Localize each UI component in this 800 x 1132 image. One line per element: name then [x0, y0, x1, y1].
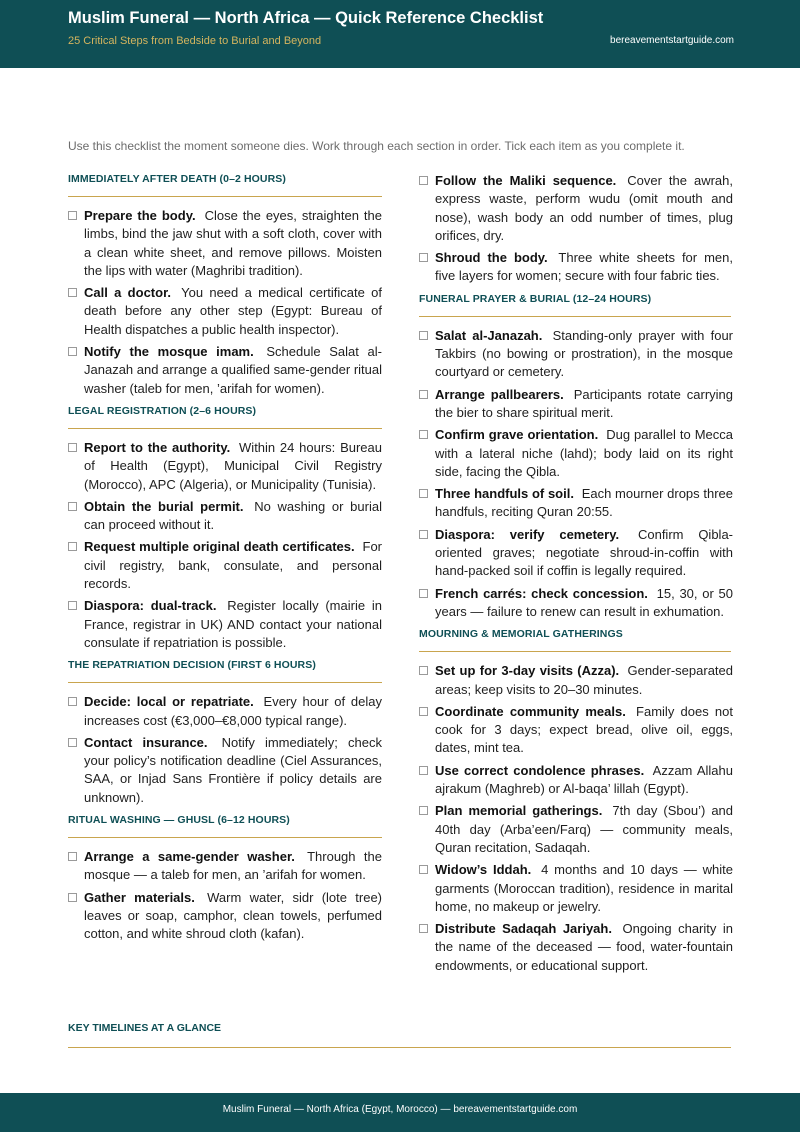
item-label: Diaspora: verify cemetery.	[435, 526, 620, 542]
item-label: Confirm grave orientation.	[435, 427, 599, 443]
checkbox[interactable]	[68, 893, 77, 902]
checkbox[interactable]	[419, 176, 428, 185]
item-text: Dug parallel to Mecca with a lateral niche (lahd); body laid on its right side, facing the Qibla.	[435, 427, 733, 479]
item-label: Decide: local or repatriate.	[84, 694, 254, 710]
section-title: IMMEDIATELY AFTER DEATH (0–2 HOURS)	[68, 173, 286, 185]
item-text: Notify immediately; check your policy’s notification deadline (Ciel Assurances, SAA, or Injad Sans Frontière if policy details are unknown).	[84, 734, 382, 805]
checklist-item	[419, 386, 733, 423]
page-header	[0, 0, 800, 68]
item-label: Report to the authority.	[84, 439, 231, 455]
checklist-item	[419, 327, 733, 382]
item-label: Arrange a same-gender washer.	[84, 849, 295, 865]
item-label: Arrange pallbearers.	[435, 386, 564, 402]
checklist-item	[419, 172, 733, 245]
checkbox[interactable]	[419, 806, 428, 815]
section-immediately-after-death	[68, 172, 382, 398]
left-column	[68, 172, 382, 950]
checklist-item	[419, 249, 733, 286]
checklist-item	[68, 889, 382, 944]
item-text: Each mourner drops three handfuls, reciting Quran 20:55.	[435, 486, 733, 520]
item-text: You need a medical certificate of death before any other step (Egypt: Bureau of Health dispatches a public health inspector).	[84, 285, 382, 337]
checkbox[interactable]	[419, 666, 428, 675]
item-text: 4 months and 10 days — white garments (Moroccan tradition), residence in marital home, no makeup or jewelry.	[435, 862, 733, 914]
checklist-item	[419, 861, 733, 916]
item-text: Standing-only prayer with four Takbirs (no bowing or prostration), in the mosque courtyard or cemetery.	[435, 327, 733, 380]
checklist-item	[68, 538, 382, 593]
right-column	[419, 172, 733, 981]
checklist-item	[419, 485, 733, 522]
checklist-item	[419, 762, 733, 799]
checkbox[interactable]	[419, 253, 428, 262]
section-title: FUNERAL PRAYER & BURIAL (12–24 HOURS)	[419, 292, 652, 305]
section-title: MOURNING & MEMORIAL GATHERINGS	[419, 628, 623, 641]
item-label: Diaspora: dual-track.	[84, 598, 217, 614]
checklist-item	[68, 498, 382, 535]
section-divider	[68, 682, 382, 683]
checklist-item	[419, 703, 733, 758]
checklist-item	[68, 284, 382, 339]
checkbox[interactable]	[68, 347, 77, 356]
timelines-heading: KEY TIMELINES AT A GLANCE	[68, 1022, 222, 1034]
item-text: Participants rotate carrying the bier to share spiritual merit.	[435, 386, 733, 420]
checkbox[interactable]	[68, 443, 77, 452]
item-text: Gender-separated areas; keep visits to 20–30 minutes.	[435, 663, 733, 697]
checklist-item	[419, 585, 733, 622]
checkbox[interactable]	[68, 288, 77, 297]
checkbox[interactable]	[419, 865, 428, 874]
item-text: Cover the awrah, express waste, perform wudu (omit mouth and nose), wash body an odd number of times, plug orifices, dry.	[435, 173, 733, 243]
page-title: Muslim Funeral — North Africa — Quick Reference Checklist	[68, 9, 544, 27]
section-divider	[68, 428, 382, 429]
checklist-item	[419, 802, 733, 857]
item-label: Obtain the burial permit.	[84, 498, 244, 514]
checklist-item	[419, 920, 733, 975]
section-divider	[419, 651, 731, 652]
item-text: Register locally (mairie in France, registrar in UK) AND contact your national consulate if repatriation is possible.	[84, 598, 382, 650]
checklist-item	[419, 426, 733, 481]
item-label: Prepare the body.	[84, 208, 196, 223]
item-text: Every hour of delay increases cost (€3,000–€8,000 typical range).	[84, 694, 382, 728]
checklist-item	[68, 343, 382, 398]
item-label: Three handfuls of soil.	[435, 486, 574, 502]
section-ritual-washing	[68, 813, 382, 943]
checklist-item	[68, 207, 382, 280]
item-label: Salat al-Janazah.	[435, 327, 543, 343]
item-label: Plan memorial gatherings.	[435, 803, 603, 819]
checklist-item	[419, 662, 733, 699]
section-divider	[419, 316, 731, 317]
item-label: Request multiple original death certificates.	[84, 539, 355, 555]
checkbox[interactable]	[419, 707, 428, 716]
section-ritual-washing-continued	[419, 172, 733, 286]
checkbox[interactable]	[419, 589, 428, 598]
checkbox[interactable]	[419, 430, 428, 439]
item-text: 15, 30, or 50 years — failure to renew can result in exhumation.	[435, 585, 733, 619]
item-text: Three white sheets for men, five layers for women; secure with four fabric ties.	[435, 250, 733, 284]
item-text: For civil registry, bank, consulate, and personal records.	[84, 539, 382, 592]
page-footer	[0, 1093, 800, 1132]
item-label: Use correct condolence phrases.	[435, 762, 645, 778]
item-text: Azzam Allahu ajrakum (Maghreb) or Al-baqa’ lillah (Egypt).	[435, 762, 733, 797]
item-text: Schedule Salat al-Janazah and arrange a qualified same-gender ritual washer (taleb for men, ’arifah for women).	[84, 344, 382, 396]
checkbox[interactable]	[68, 738, 77, 747]
section-title: RITUAL WASHING — GHUSL (6–12 HOURS)	[68, 814, 290, 827]
section-funeral-prayer-burial	[419, 292, 733, 621]
item-label: Call a doctor.	[84, 285, 172, 301]
checklist-item	[68, 597, 382, 652]
item-label: Widow’s Iddah.	[435, 862, 532, 878]
checkbox[interactable]	[68, 502, 77, 511]
item-text: 7th day (Sbou’) and 40th day (Arba’een/Farq) — community meals, Quran recitation, Sadaqah.	[435, 803, 734, 855]
item-text: Within 24 hours: Bureau of Health (Egypt), Municipal Civil Registry (Morocco), APC (Algeria), or Municipality (Tunisia).	[84, 439, 382, 492]
site-link[interactable]: bereavementstartguide.com	[610, 35, 734, 46]
checkbox[interactable]	[419, 489, 428, 498]
item-label: Notify the mosque imam.	[84, 344, 254, 360]
checklist-item	[68, 848, 382, 885]
section-title: LEGAL REGISTRATION (2–6 HOURS)	[68, 404, 257, 417]
section-repatriation-decision	[68, 658, 382, 807]
item-text: Through the mosque — a taleb for men, an ’arifah for women.	[84, 849, 382, 883]
item-label: Shroud the body.	[435, 250, 548, 266]
section-legal-registration	[68, 404, 382, 652]
item-label: Coordinate community meals.	[435, 703, 626, 719]
section-divider	[68, 837, 382, 838]
item-text: No washing or burial can proceed without it.	[84, 498, 382, 533]
section-title: THE REPATRIATION DECISION (FIRST 6 HOURS)	[68, 659, 316, 672]
checklist-item	[68, 734, 382, 807]
footer-text: Muslim Funeral — North Africa (Egypt, Morocco) — bereavementstartguide.com	[222, 1104, 578, 1115]
item-text: Ongoing charity in the name of the deceased — food, water-fountain endowments, or educational support.	[435, 921, 733, 973]
item-label: French carrés: check concession.	[435, 585, 648, 601]
checkbox[interactable]	[419, 390, 428, 399]
checkbox[interactable]	[419, 331, 428, 340]
page-subtitle: 25 Critical Steps from Bedside to Burial and Beyond	[68, 35, 322, 47]
section-mourning-memorial	[419, 627, 733, 975]
checkbox[interactable]	[68, 601, 77, 610]
item-text: Family does not cook for 3 days; expect bread, olive oil, eggs, dates, mint tea.	[435, 703, 733, 756]
item-label: Follow the Maliki sequence.	[435, 173, 617, 188]
intro-text: Use this checklist the moment someone dies. Work through each section in order. Tick each item as you complete it.	[68, 139, 685, 153]
item-label: Gather materials.	[84, 889, 195, 905]
checkbox[interactable]	[68, 852, 77, 861]
item-text: Warm water, sidr (lote tree) leaves or soap, camphor, clean towels, perfumed cotton, and white shroud cloth (kafan).	[84, 889, 382, 942]
item-text: Confirm Qibla-oriented graves; negotiate shroud-in-coffin with hand-packed soil if coffin is legally required.	[435, 526, 734, 579]
checklist-item	[68, 439, 382, 494]
item-text: Close the eyes, straighten the limbs, bind the jaw shut with a soft cloth, cover with a clean white sheet, and remove pillows. Moisten the lips with water (Maghribi tradition).	[84, 208, 382, 278]
item-label: Contact insurance.	[84, 734, 208, 750]
checkbox[interactable]	[419, 530, 428, 539]
checkbox[interactable]	[68, 211, 77, 220]
item-label: Set up for 3-day visits (Azza).	[435, 663, 620, 679]
timelines-divider	[68, 1047, 731, 1048]
checkbox[interactable]	[419, 766, 428, 775]
checklist-item	[419, 526, 733, 581]
checkbox[interactable]	[68, 697, 77, 706]
item-label: Distribute Sadaqah Jariyah.	[435, 921, 612, 937]
checkbox[interactable]	[419, 924, 428, 933]
checkbox[interactable]	[68, 542, 77, 551]
checklist-item	[68, 693, 382, 730]
section-divider	[68, 196, 382, 197]
